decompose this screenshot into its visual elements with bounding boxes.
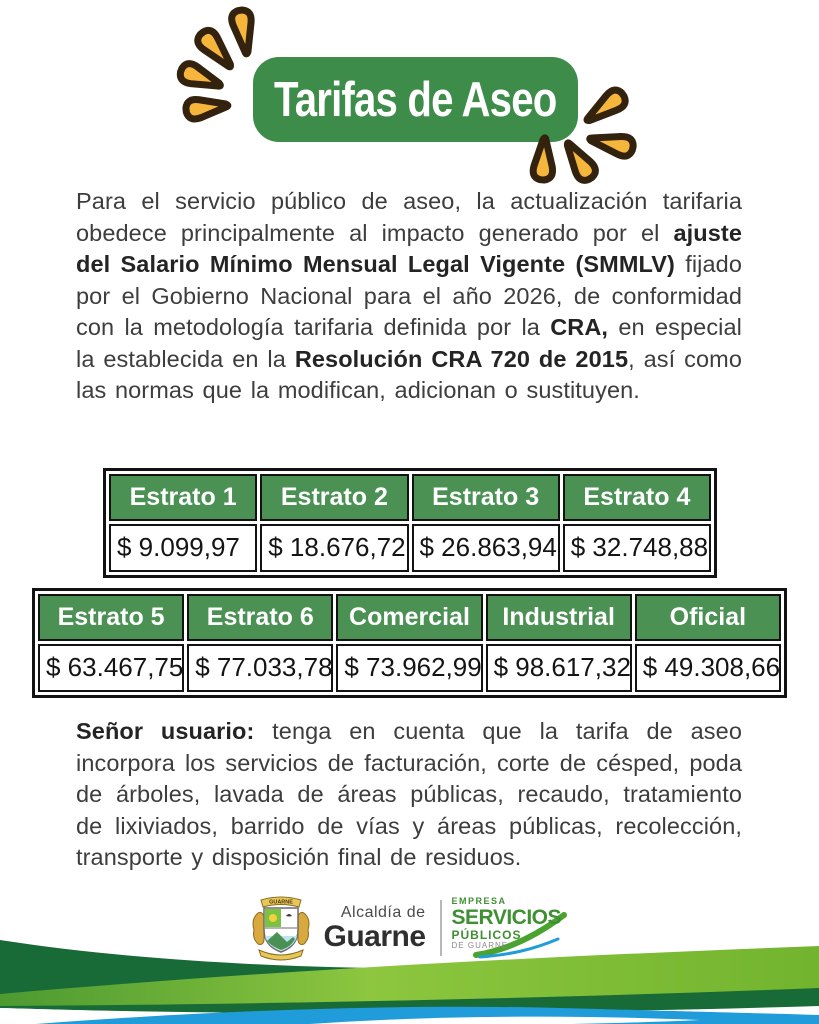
value-estrato-5: $ 63.467,75 [38, 644, 184, 692]
intro-bold-cra: CRA, [550, 314, 609, 340]
intro-bold-smmlv: ajuste del Salario Mínimo Mensual Legal Vigente (SMMLV) [76, 219, 742, 277]
empresa-line1: SERVICIOS [451, 906, 561, 929]
intro-text-3: en especial la establecida en la [76, 314, 742, 372]
value-estrato-4: $ 32.748,88 [563, 524, 711, 572]
table-header-row [109, 474, 711, 521]
value-oficial: $ 49.308,66 [635, 644, 781, 692]
header-estrato-3: Estrato 3 [412, 474, 560, 521]
value-industrial: $ 98.617,32 [486, 644, 632, 692]
alcaldia-line1: Alcaldía de [340, 903, 426, 921]
table-value-row [38, 644, 781, 692]
header-estrato-4: Estrato 4 [563, 474, 711, 521]
header-oficial: Oficial [635, 594, 781, 641]
empresa-line3: DE GUARNE [451, 941, 509, 950]
page-title: Tarifas de Aseo [274, 72, 557, 127]
crest-banner-text: GUARNE [269, 899, 294, 906]
intro-text-2: fijado por el Gobierno Nacional para el año 2026, de conformidad con la metodología tarifaria definida por la [76, 251, 742, 340]
empresa-line2: PÚBLICOS [451, 928, 522, 942]
table-header-row [38, 594, 781, 641]
value-estrato-3: $ 26.863,94 [412, 524, 560, 572]
tariff-table-estratos-5-6-otros [32, 588, 787, 698]
value-estrato-6: $ 77.033,78 [187, 644, 333, 692]
user-note-paragraph [76, 716, 742, 874]
value-comercial: $ 73.962,99 [336, 644, 482, 692]
header-estrato-6: Estrato 6 [187, 594, 333, 641]
header-estrato-2: Estrato 2 [260, 474, 408, 521]
burst-rays-bottom-right-icon [512, 78, 654, 190]
value-estrato-2: $ 18.676,72 [260, 524, 408, 572]
header-estrato-1: Estrato 1 [109, 474, 257, 521]
alcaldia-line2: Guarne [323, 919, 426, 953]
intro-text-1: Para el servicio público de aseo, la actualización tarifaria obedece principalmente al impacto generado por el [76, 188, 742, 246]
intro-paragraph [76, 186, 742, 407]
header-estrato-5: Estrato 5 [38, 594, 184, 641]
intro-bold-resolucion: Resolución CRA 720 de 2015 [294, 345, 629, 372]
intro-text-4: , así como las normas que la modifican, adicionan o sustituyen. [76, 345, 743, 403]
header-industrial: Industrial [486, 594, 632, 641]
footer-wave-decoration [0, 904, 819, 1024]
user-note-body: tenga en cuenta que la tarifa de aseo incorpora los servicios de facturación, corte de césped, poda de árboles, lavada de áreas públicas, recaudo, tratamiento de lixiviados, barrido de vías y áreas públicas, recolección, transporte y disposición final de residuos. [76, 718, 742, 870]
value-estrato-1: $ 9.099,97 [109, 524, 257, 572]
header-comercial: Comercial [336, 594, 482, 641]
table-value-row [109, 524, 711, 572]
user-note-lead: Señor usuario: [76, 718, 255, 744]
tariff-table-estratos-1-4 [103, 468, 717, 578]
empresa-line0: EMPRESA [451, 896, 507, 906]
